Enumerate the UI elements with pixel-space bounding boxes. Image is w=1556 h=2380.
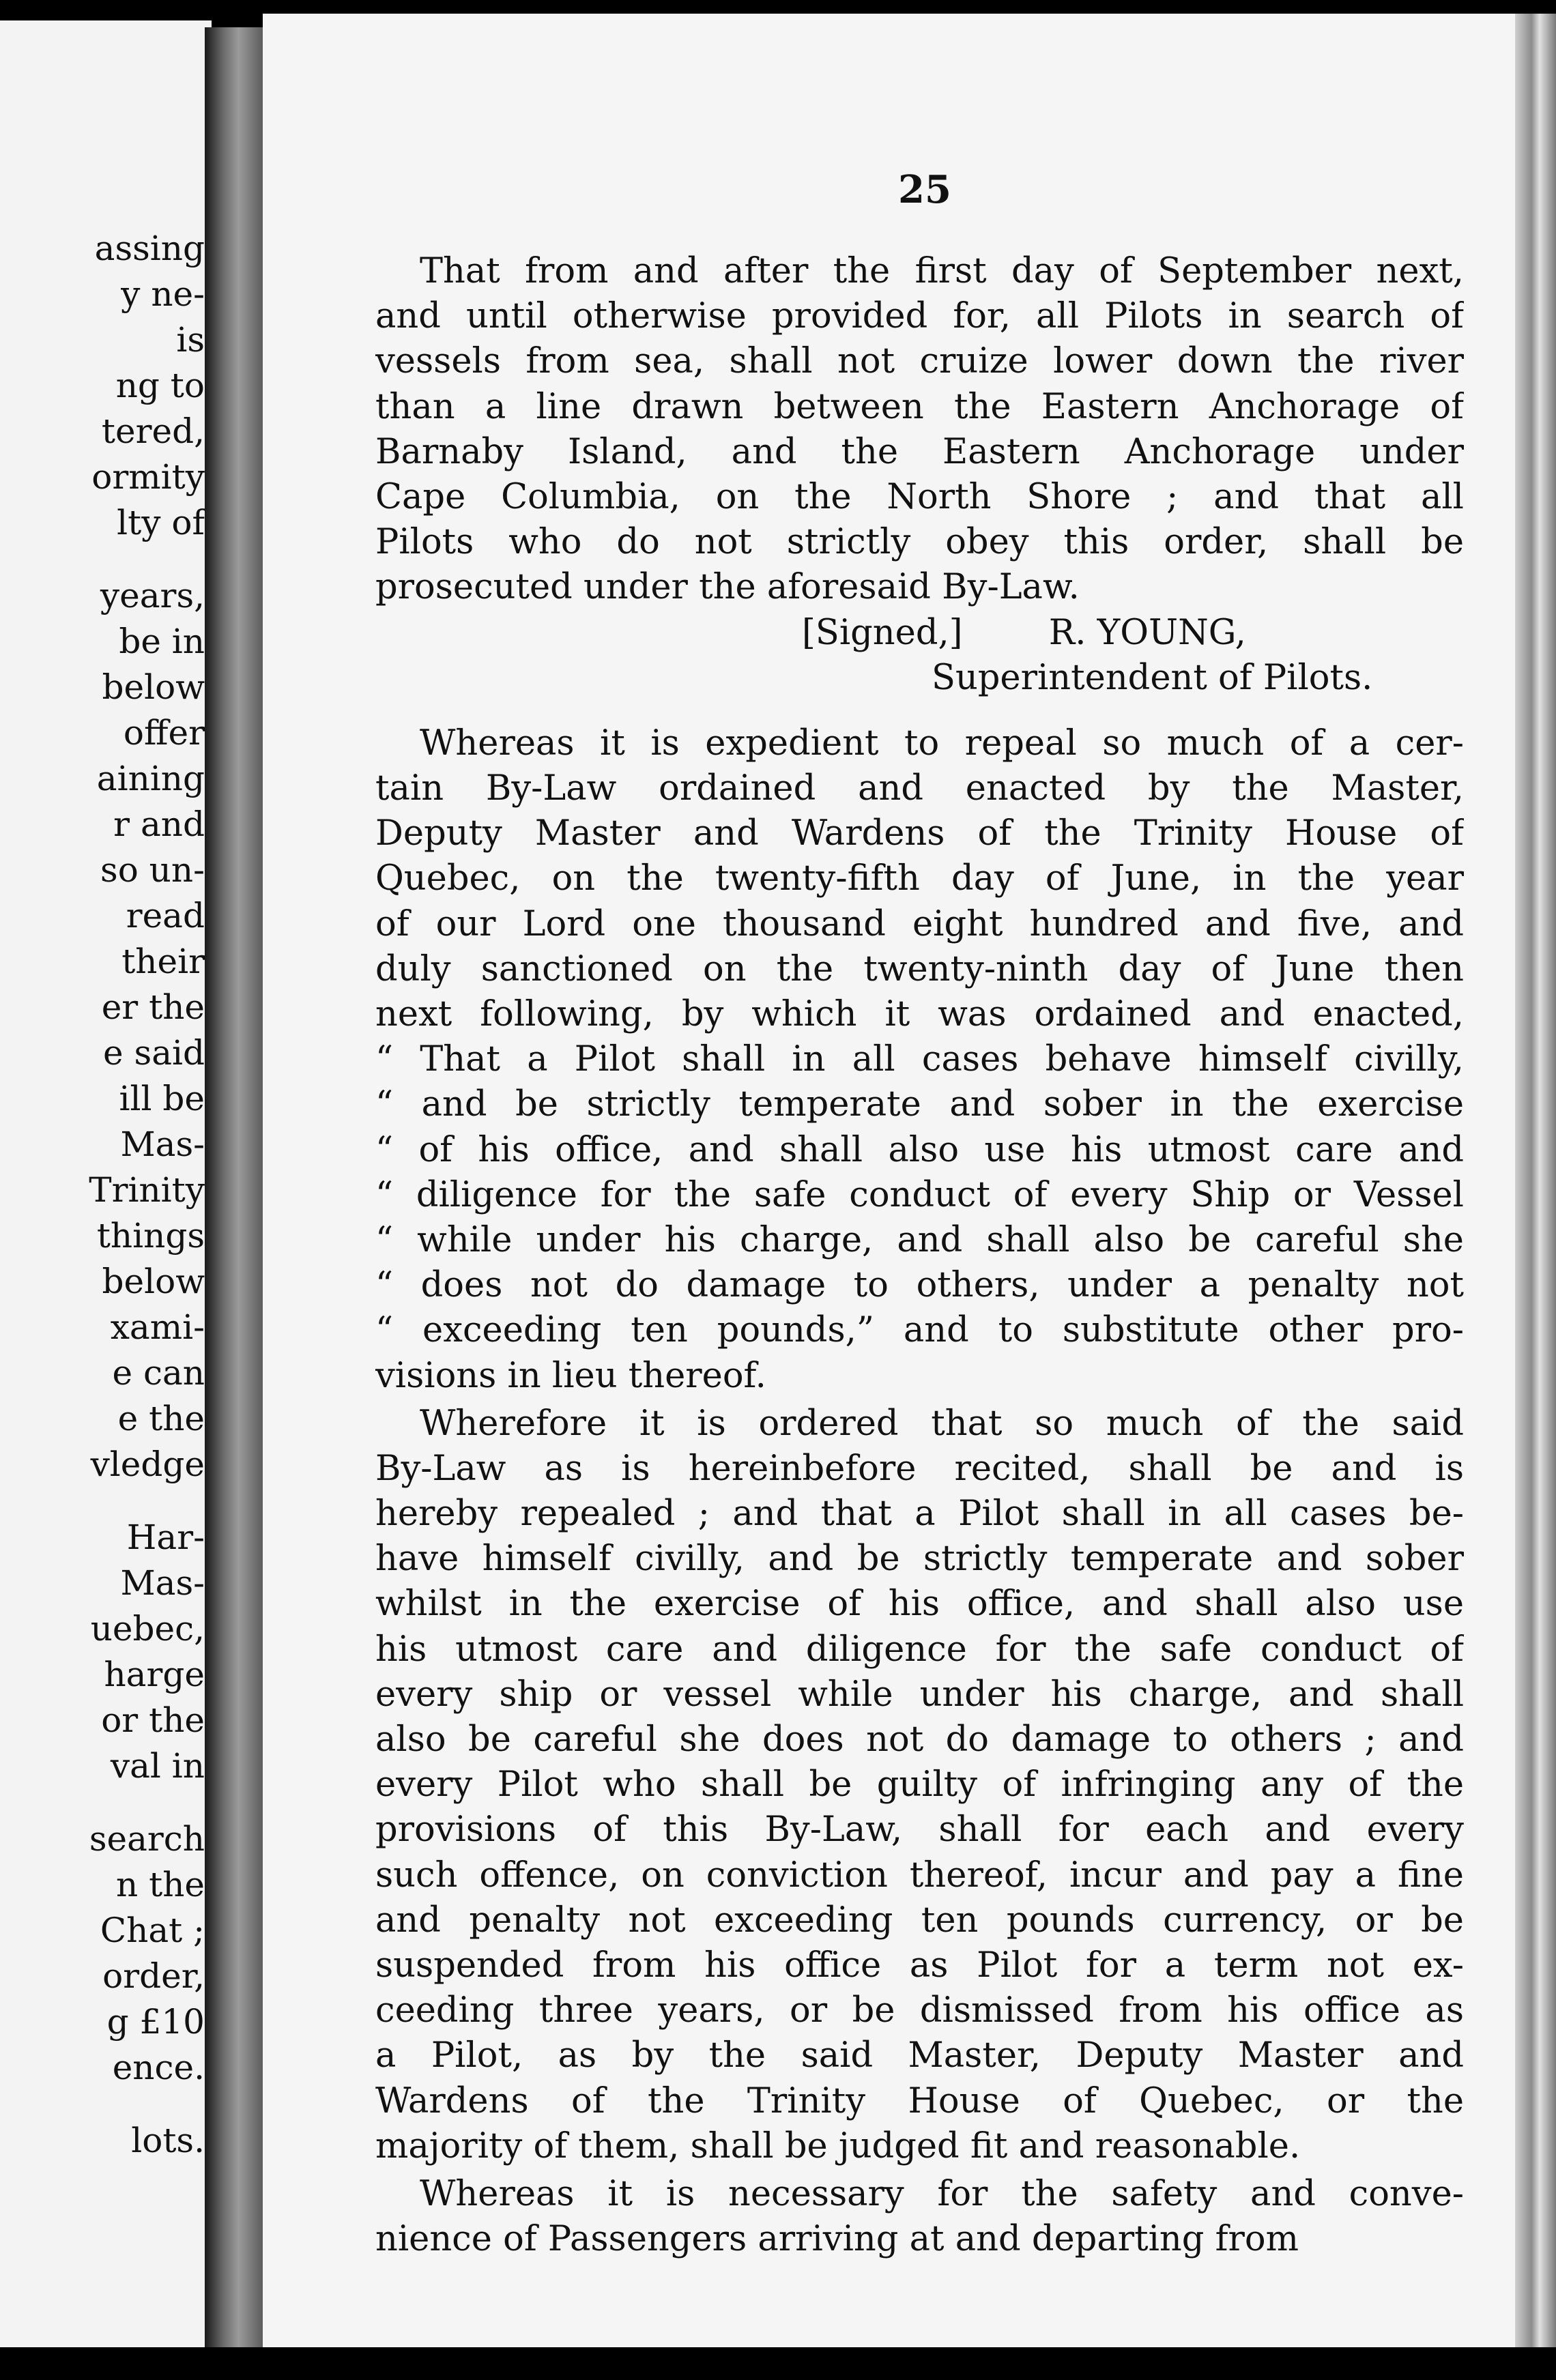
text-line: whilst in the exercise of his office, and shall also use	[375, 1584, 1464, 1625]
text-line: “ and be strictly temperate and sober in the exercise	[375, 1084, 1464, 1125]
facing-page-fragment: below	[102, 1262, 205, 1301]
signatory-title: Superintendent of Pilots.	[932, 657, 1373, 698]
facing-page-fragment: ng to	[115, 366, 205, 405]
book-gutter	[205, 27, 266, 2347]
text-line: Pilots who do not strictly obey this order, shall be	[375, 522, 1464, 563]
facing-page-fragment: order,	[102, 1956, 205, 1996]
page-stack-edge	[1515, 14, 1556, 2347]
facing-page-fragment: ormity	[91, 457, 205, 497]
signature-line	[375, 611, 1464, 656]
text-line: Cape Columbia, on the North Shore ; and that all	[375, 476, 1464, 517]
text-line: suspended from his office as Pilot for a term not ex-	[375, 1945, 1464, 1986]
facing-page-fragment: their	[121, 942, 205, 981]
facing-page-fragment: Trinity	[89, 1170, 205, 1210]
facing-page-fragment: lots.	[131, 2121, 205, 2160]
text-line: provisions of this By-Law, shall for each and every	[375, 1810, 1464, 1851]
paragraph-ordinance	[375, 1402, 1464, 2169]
facing-page-fragment: Har-	[126, 1518, 205, 1557]
text-line: of our Lord one thousand eight hundred and five, and	[375, 903, 1464, 944]
text-line: Whereas it is necessary for the safety and conve-	[420, 2173, 1464, 2214]
text-line: every ship or vessel while under his charge, and shall	[375, 1674, 1464, 1715]
text-line: next following, by which it was ordained and enacted,	[375, 994, 1464, 1034]
text-line: By-Law as is hereinbefore recited, shall be and is	[375, 1448, 1464, 1489]
paragraph-repeal-recital	[375, 721, 1464, 1399]
text-line: every Pilot who shall be guilty of infringing any of the	[375, 1765, 1464, 1805]
facing-page-fragment: g £10	[106, 2002, 205, 2042]
text-line: majority of them, shall be judged fit and reasonable.	[375, 2125, 1301, 2166]
facing-page-fragment: read	[126, 896, 205, 935]
facing-page-fragment: things	[96, 1216, 205, 1256]
text-line: than a line drawn between the Eastern Anchorage of	[375, 386, 1464, 427]
facing-page-fragment: uebec,	[90, 1609, 205, 1649]
text-line: tain By-Law ordained and enacted by the Master,	[375, 768, 1464, 809]
text-line: prosecuted under the aforesaid By-Law.	[375, 567, 1080, 608]
text-line: also be careful she does not do damage to others ; and	[375, 1719, 1464, 1760]
text-line: “ That a Pilot shall in all cases behave himself civilly,	[375, 1039, 1464, 1080]
facing-page-fragment: n the	[116, 1865, 205, 1904]
facing-page-fragment: below	[102, 667, 205, 707]
facing-page-fragment: ill be	[119, 1079, 205, 1118]
text-line: and penalty not exceeding ten pounds currency, or be	[375, 1900, 1464, 1941]
facing-page-fragment: assing	[94, 229, 205, 268]
facing-page-fragment: or the	[101, 1700, 205, 1740]
text-line: “ exceeding ten pounds,” and to substitute other pro-	[375, 1310, 1464, 1351]
facing-page-fragment: vledge	[90, 1445, 205, 1484]
text-line: Quebec, on the twenty-fifth day of June, in the year	[375, 858, 1464, 899]
facing-page-fragment: ence.	[112, 2048, 205, 2087]
text-line: visions in lieu thereof.	[375, 1355, 766, 1396]
facing-page-fragment: search	[89, 1819, 205, 1859]
signed-label: [Signed,]	[802, 612, 963, 653]
facing-page-fragment: lty of	[117, 503, 205, 542]
text-line: nience of Passengers arriving at and departing from	[375, 2219, 1299, 2260]
facing-page-fragment: offer	[123, 713, 205, 753]
facing-page-fragment: e said	[103, 1033, 205, 1073]
text-line: a Pilot, as by the said Master, Deputy Master and	[375, 2035, 1464, 2076]
text-line: “ does not do damage to others, under a penalty not	[375, 1265, 1464, 1306]
facing-page-fragment: years,	[100, 576, 205, 615]
paragraph-passengers	[375, 2172, 1464, 2262]
facing-page-fragment: Mas-	[120, 1563, 205, 1603]
facing-page-fragment: is	[176, 320, 205, 360]
text-line: “ while under his charge, and shall also be careful she	[375, 1219, 1464, 1260]
facing-page-fragment: harge	[104, 1655, 205, 1694]
facing-page-fragment: r and	[113, 804, 205, 844]
facing-page-fragment: e can	[112, 1353, 205, 1393]
facing-page-fragment: so un-	[100, 850, 205, 890]
facing-page-fragment: aining	[96, 759, 205, 798]
text-line: Whereas it is expedient to repeal so much of a cer-	[420, 723, 1464, 764]
text-line: his utmost care and diligence for the safe conduct of	[375, 1629, 1464, 1670]
text-line: have himself civilly, and be strictly temperate and sober	[375, 1539, 1464, 1580]
page-25	[263, 14, 1515, 2347]
facing-page	[0, 20, 212, 2347]
facing-page-fragment: Mas-	[120, 1124, 205, 1164]
text-line: Barnaby Island, and the Eastern Anchorage under	[375, 431, 1464, 472]
text-line: That from and after the first day of September next,	[420, 251, 1464, 291]
signatory-name: R. YOUNG,	[1048, 612, 1246, 653]
facing-page-fragment: er the	[101, 987, 205, 1027]
facing-page-fragment: Chat ;	[100, 1911, 205, 1950]
facing-page-fragment: be in	[119, 622, 205, 661]
facing-page-fragment: e the	[117, 1399, 205, 1438]
text-line: ceeding three years, or be dismissed from his office as	[375, 1990, 1464, 2031]
facing-page-fragment: tered,	[101, 411, 205, 451]
text-line: and until otherwise provided for, all Pilots in search of	[375, 296, 1464, 337]
facing-page-fragment: val in	[110, 1746, 205, 1786]
text-line: hereby repealed ; and that a Pilot shall in all cases be-	[375, 1494, 1464, 1535]
paragraph-pilot-cruising-limit	[375, 249, 1464, 611]
text-line: vessels from sea, shall not cruize lower down the river	[375, 341, 1464, 382]
page-number: 25	[898, 167, 951, 212]
text-line: “ diligence for the safe conduct of every Ship or Vessel	[375, 1174, 1464, 1215]
page-body	[375, 249, 1464, 2262]
facing-page-text-fragments	[0, 20, 205, 2347]
text-line: Wardens of the Trinity House of Quebec, or the	[375, 2080, 1464, 2121]
text-line: duly sanctioned on the twenty-ninth day of June then	[375, 948, 1464, 989]
facing-page-fragment: xami-	[110, 1307, 205, 1347]
text-line: Wherefore it is ordered that so much of the said	[420, 1403, 1464, 1444]
facing-page-fragment: y ne-	[121, 274, 205, 314]
text-line: “ of his office, and shall also use his utmost care and	[375, 1129, 1464, 1170]
text-line: such offence, on conviction thereof, incur and pay a fine	[375, 1855, 1464, 1896]
text-line: Deputy Master and Wardens of the Trinity House of	[375, 813, 1464, 854]
